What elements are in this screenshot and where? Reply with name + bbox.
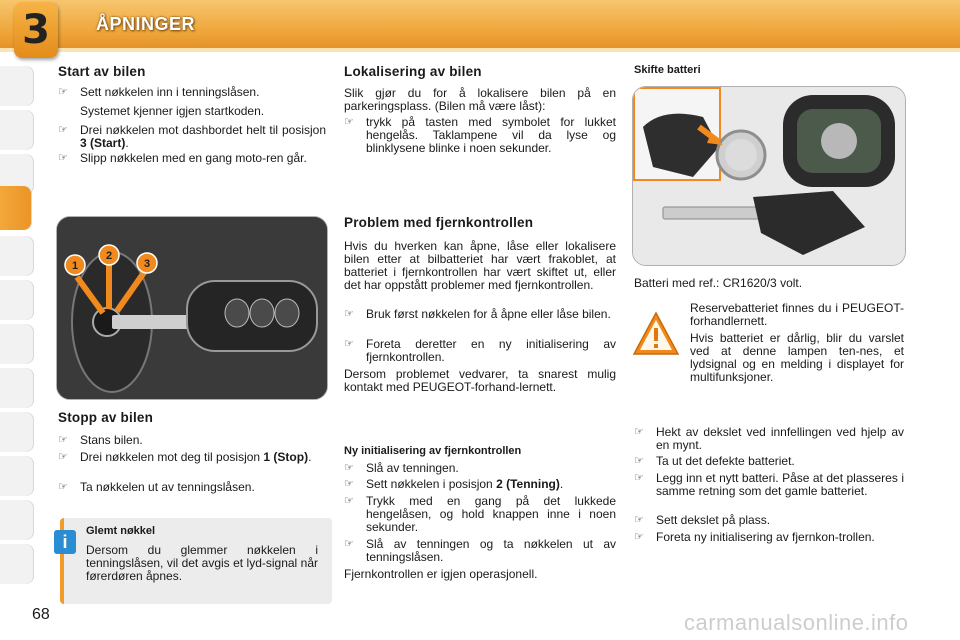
side-tab-9[interactable] — [0, 412, 34, 452]
battery-item-4: ☞ Sett dekslet på plass. — [634, 513, 771, 527]
bullet-arrow-icon: ☞ — [58, 434, 68, 446]
start-item-3: ☞ Drei nøkkelen mot dashbordet helt til posisjon 3 (Start). — [58, 123, 326, 150]
bullet-arrow-icon: ☞ — [58, 481, 68, 493]
info-icon: i — [54, 530, 76, 554]
bullet-arrow-icon: ☞ — [634, 426, 644, 438]
callout-2: 2 — [105, 250, 113, 262]
side-tab-2[interactable] — [0, 110, 34, 150]
battery-item-3: ☞ Legg inn et nytt batteri. Påse at det plasseres i samme retning som det gamle batteriet. — [634, 471, 904, 498]
bullet-arrow-icon: ☞ — [58, 451, 68, 463]
bullet-arrow-icon: ☞ — [344, 308, 354, 320]
bullet-arrow-icon: ☞ — [58, 124, 68, 136]
bullet-arrow-icon: ☞ — [344, 338, 354, 350]
problem-item-1: ☞ Bruk først nøkkelen for å åpne eller låse bilen. — [344, 307, 611, 321]
side-tab-10[interactable] — [0, 456, 34, 496]
stop-title: Stopp av bilen — [58, 410, 154, 425]
bullet-arrow-icon: ☞ — [344, 478, 354, 490]
start-item-1: ☞ Sett nøkkelen inn i tenningslåsen. — [58, 85, 260, 99]
callout-1: 1 — [71, 260, 79, 272]
bullet-arrow-icon: ☞ — [634, 514, 644, 526]
bullet-arrow-icon: ☞ — [634, 455, 644, 467]
battery-image — [632, 86, 906, 266]
side-tab-7[interactable] — [0, 324, 34, 364]
ignition-illustration — [57, 217, 327, 399]
bullet-arrow-icon: ☞ — [344, 116, 354, 128]
problem-intro: Hvis du hverken kan åpne, låse eller lokalisere bilen etter at bilbatteriet har vært frakoblet, at batteriet i fjernkontrollen har vært skiftet ut, eller det har oppstått problemer med fjernkontrollen. — [344, 239, 616, 292]
header-strip — [0, 48, 960, 52]
side-tab-6[interactable] — [0, 280, 34, 320]
problem-item-2: ☞ Foreta deretter en ny initialisering av fjernkontrollen. — [344, 337, 616, 364]
reinit-title: Ny initialisering av fjernkontrollen — [344, 445, 522, 457]
side-tab-5[interactable] — [0, 236, 34, 276]
side-tab-8[interactable] — [0, 368, 34, 408]
reinit-outro: Fjernkontrollen er igjen operasjonell. — [344, 567, 538, 581]
side-tab-1[interactable] — [0, 66, 34, 106]
start-item-2: Systemet kjenner igjen startkoden. — [80, 104, 265, 118]
bullet-arrow-icon: ☞ — [634, 472, 644, 484]
reinit-item-3: ☞ Trykk med en gang på det lukkede hengelåsen, og hold knappen inne i noen sekunder. — [344, 494, 616, 534]
stop-item-3: ☞ Ta nøkkelen ut av tenningslåsen. — [58, 480, 255, 494]
side-tab-active[interactable] — [0, 186, 32, 230]
battery-ref: Batteri med ref.: CR1620/3 volt. — [634, 276, 803, 290]
bullet-arrow-icon: ☞ — [58, 152, 68, 164]
battery-warning-2: Hvis batteriet er dårlig, blir du varslet ved at denne lampen ten-nes, et lydsignal og en melding i displayet for multifunksjoner. — [690, 331, 904, 384]
callout-3: 3 — [143, 258, 151, 270]
side-tab-11[interactable] — [0, 500, 34, 540]
bullet-arrow-icon: ☞ — [634, 531, 644, 543]
problem-title: Problem med fjernkontrollen — [344, 215, 534, 230]
start-title: Start av bilen — [58, 64, 146, 79]
battery-warning-1: Reservebatteriet finnes du i PEUGEOT-forhandlernett. — [690, 301, 904, 328]
locate-intro: Slik gjør du for å lokalisere bilen på en parkeringsplass. (Bilen må være låst): — [344, 86, 616, 113]
reinit-item-2: ☞ Sett nøkkelen i posisjon 2 (Tenning). — [344, 477, 564, 491]
bullet-arrow-icon: ☞ — [344, 538, 354, 550]
stop-item-2: ☞ Drei nøkkelen mot deg til posisjon 1 (Stop). — [58, 450, 312, 464]
page-title: ÅPNINGER — [96, 14, 196, 34]
battery-title: Skifte batteri — [634, 64, 701, 76]
forgotten-key-text: Dersom du glemmer nøkkelen i tenningslåsen, vil det avgis et lyd-signal når førerdøren åpnes. — [86, 543, 318, 583]
ignition-key-image — [56, 216, 328, 400]
start-item-4: ☞ Slipp nøkkelen med en gang moto-ren går. — [58, 151, 307, 165]
chapter-number-badge: 3 — [14, 2, 58, 58]
watermark: carmanualsonline.info — [684, 610, 909, 635]
reinit-item-4: ☞ Slå av tenningen og ta nøkkelen ut av tenningslåsen. — [344, 537, 616, 564]
battery-item-1: ☞ Hekt av dekslet ved innfellingen ved hjelp av en mynt. — [634, 425, 904, 452]
locate-title: Lokalisering av bilen — [344, 64, 482, 79]
bullet-arrow-icon: ☞ — [58, 86, 68, 98]
locate-item-1: ☞ trykk på tasten med symbolet for lukket hengelås. Taklampene vil da lyse og blinklysene blinke i noen sekunder. — [344, 115, 616, 155]
bullet-arrow-icon: ☞ — [344, 495, 354, 507]
battery-item-2: ☞ Ta ut det defekte batteriet. — [634, 454, 795, 468]
stop-item-1: ☞ Stans bilen. — [58, 433, 143, 447]
battery-item-5: ☞ Foreta ny initialisering av fjernkon-trollen. — [634, 530, 875, 544]
warning-triangle-icon — [632, 310, 680, 358]
bullet-arrow-icon: ☞ — [344, 462, 354, 474]
side-tab-12[interactable] — [0, 544, 34, 584]
page-number: 68 — [32, 606, 50, 623]
forgotten-key-title: Glemt nøkkel — [86, 525, 156, 537]
battery-illustration — [633, 87, 905, 265]
reinit-item-1: ☞ Slå av tenningen. — [344, 461, 459, 475]
problem-outro: Dersom problemet vedvarer, ta snarest mulig kontakt med PEUGEOT-forhand-lernett. — [344, 367, 616, 394]
